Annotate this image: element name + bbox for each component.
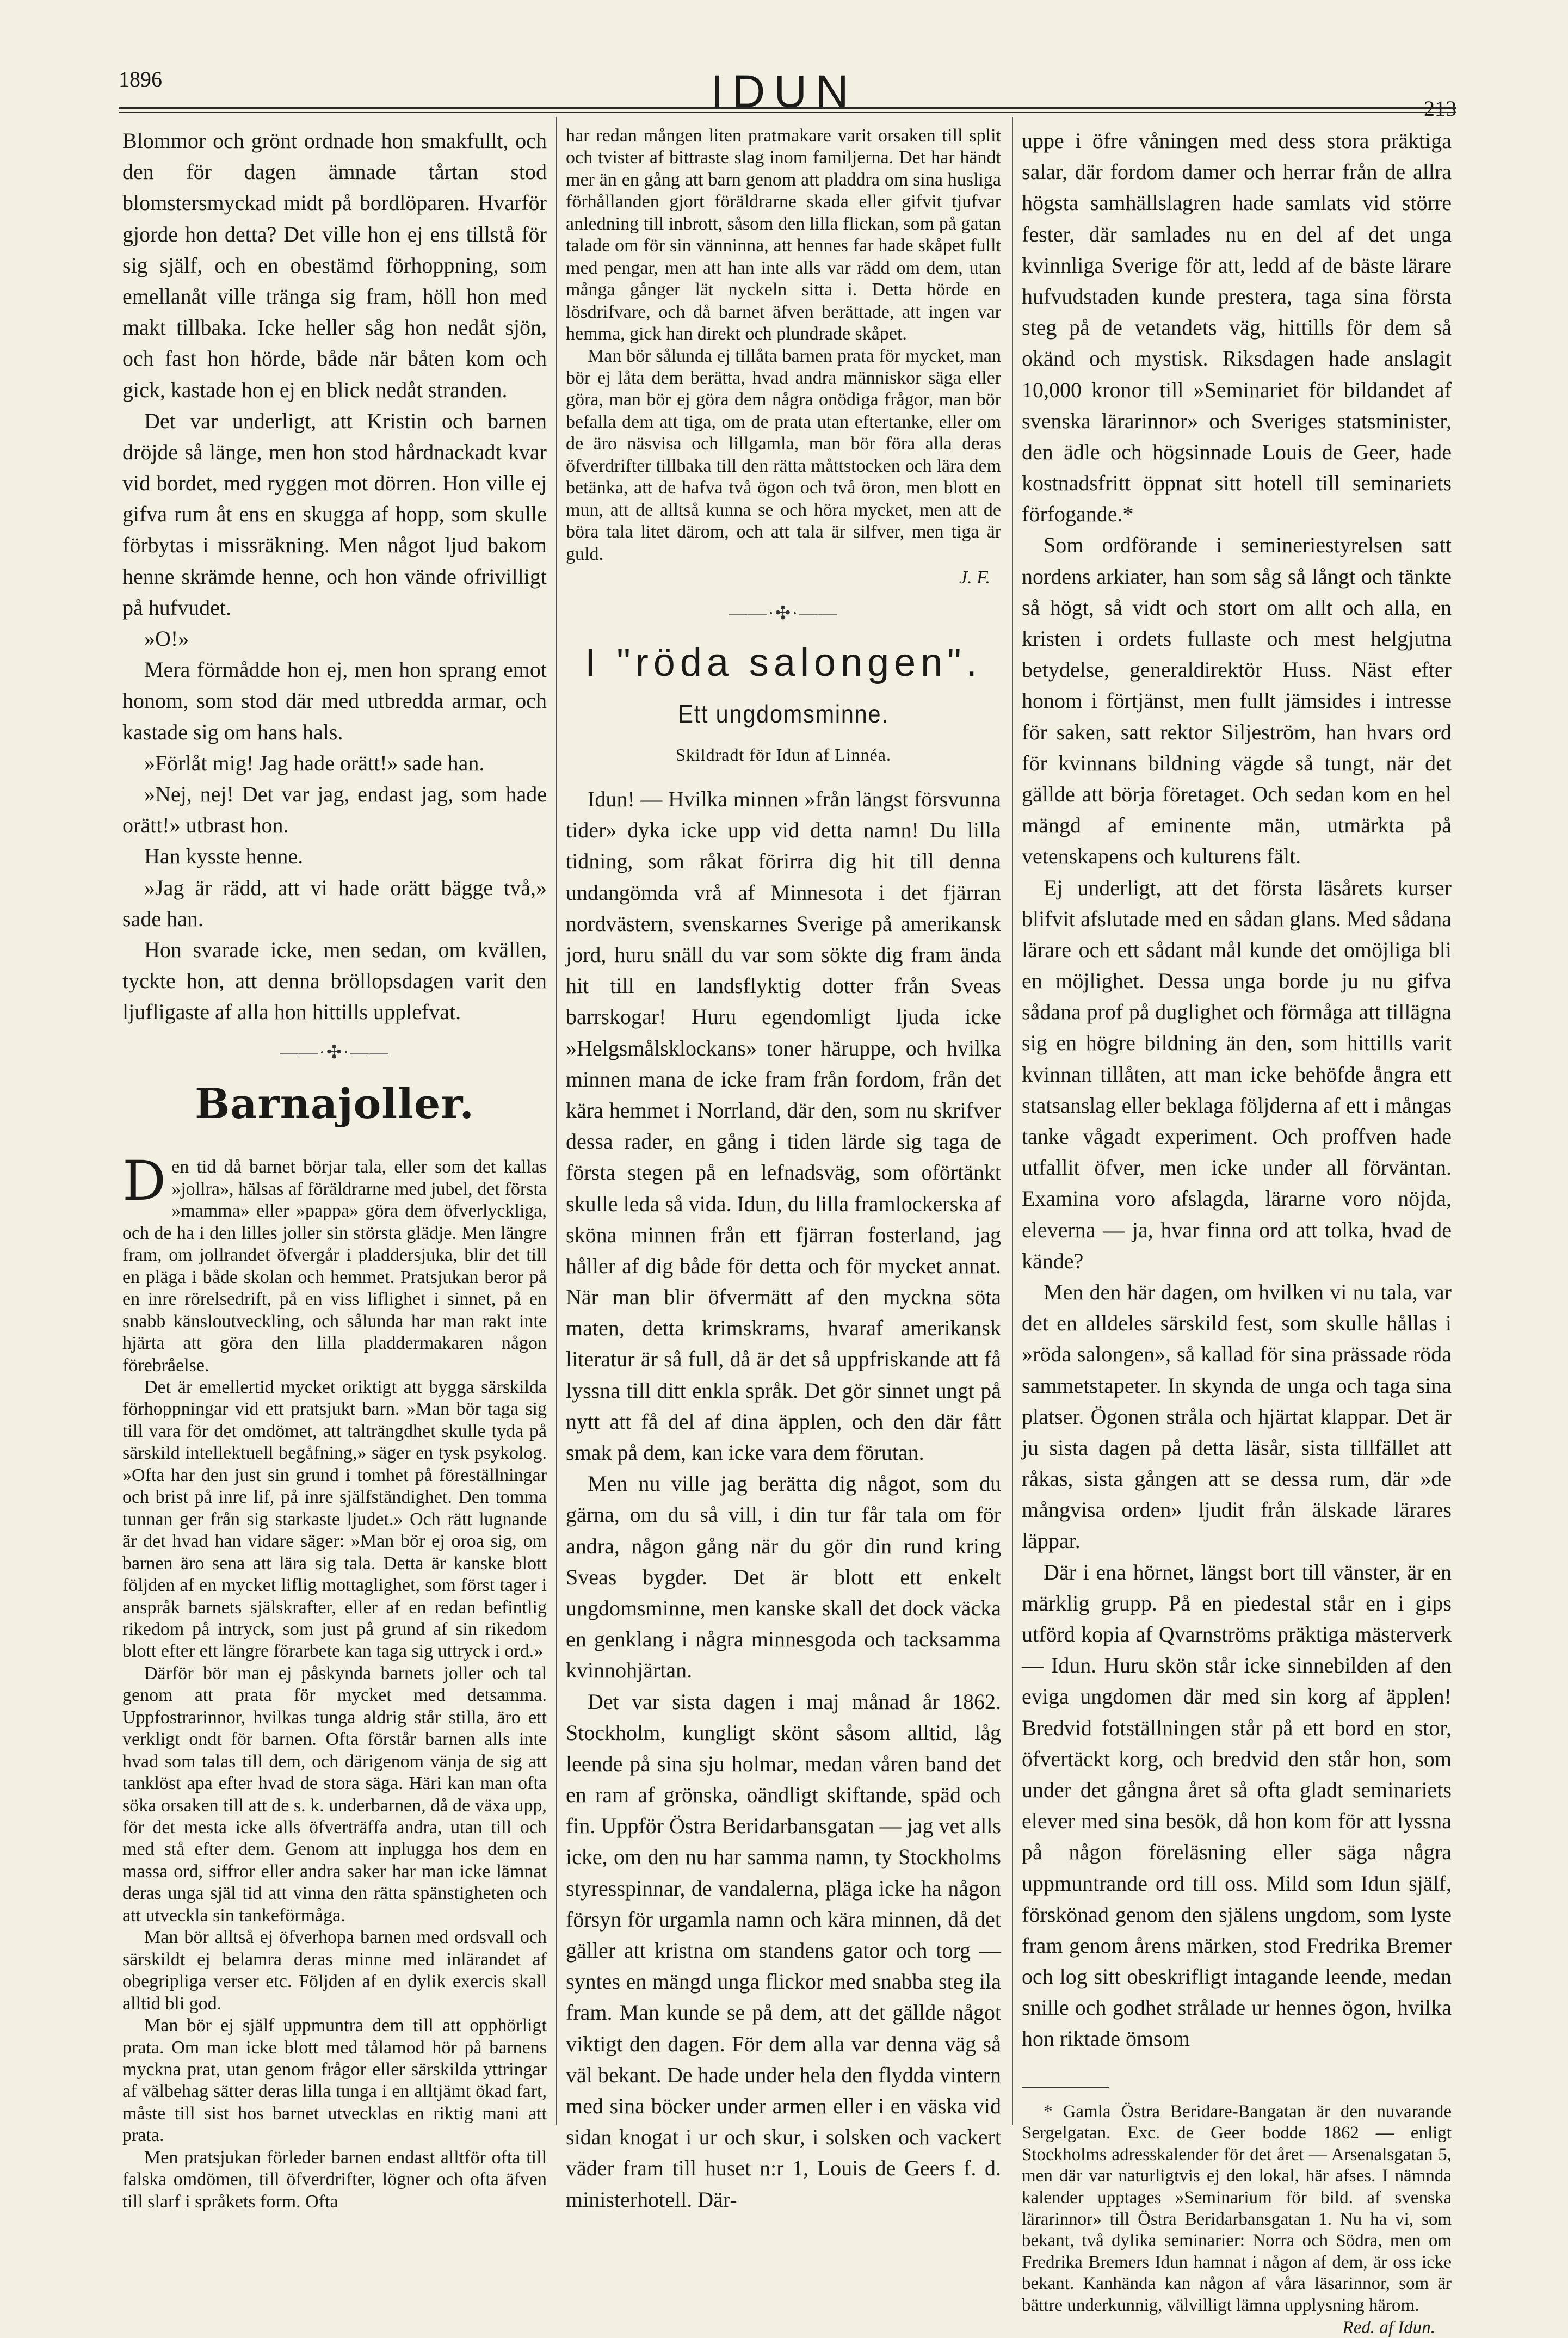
article-title: I "röda salongen". <box>585 641 982 685</box>
footnote-signature: Red. af Idun. <box>1342 2317 1435 2337</box>
paragraph-first: Den tid då barnet börjar tala, eller som det kallas »jollra», hälsas af föräldrarne med jubel, det första »mamma» eller »pappa» göra dem öfverlyckliga, och de ha i den lilles joller sin största glädje. Men längre fram, om jollrandet öfvergår i pladdersjuka, blir det till en pläga i både skolan och hemmet. Pratsjukan beror på en inre rörelsedrift, på en viss liflighet i sinnet, på en snabb känsloutveckling, och sålunda har man rakt inte hjärta att göra den lilla pladdermakaren någon förebråelse. <box>122 1149 547 1375</box>
page-header <box>0 0 1568 125</box>
drop-cap: D <box>122 1149 166 1213</box>
paragraph: Idun! — Hvilka minnen »från längst försvunna tider» dyka icke upp vid detta namn! Du lilla tidning, som råkat förirra dig hit till denna undangömda vrå af Minnesota i det fjärran nordvästern, svenskarnes Sverige på amerikansk jord, huru snäll du var som sökte dig fram ända hit till en landsflyktig dotter från Sveas barrskogar! Huru egendomligt ljuda icke »Helgsmålsklockans» toner häruppe, och hvilka minnen mana de icke fram från fordom, från det kära hemmet i Norrland, där den, som nu skrifver dessa rader, en gång i tiden lärde sig taga de första stegen på en lefnadsväg, som oförtänkt skulle leda så vida. Idun, du lilla framlockerska af sköna minnen från ett fjärran fosterland, jag håller af dig både för detta och för mycket annat. När man blir öfvermätt af den myckna söta maten, detta krimskrams, hvaraf amerikansk literatur är så full, då är det så uppfriskande att få lyssna till ditt enkla språk. Det gör sinnet ungt på nytt att få del af dina äpplen, och den där fått smak på dem, kan icke vara dem förutan. <box>566 787 1001 1465</box>
column-2 <box>566 125 1001 2212</box>
footnote: * Gamla Östra Beridare-Bangatan är den nuvarande Sergelgatan. Exc. de Geer bodde 1862 — enligt Stockholms adresskalender för det året — Arsenalsgatan 5, men där var naturligtvis ej den lokal, här afses. I nämnda kalender upptages »Seminarium för bild. af svenska lärarinnor» till Östra Beridarbansgatan 1. Nu ha vi, som bekant, två dylika seminarier: Norra och Södra, men om Fredrika Bremers Idun hamnat i någon af dem, är oss icke bekant. Kanhända kan någon af våra läsarinnor, som är bättre underkunnig, välvilligt lämna upplysning härom. <box>1022 2101 1452 2315</box>
paragraph: Men pratsjukan förleder barnen endast alltför ofta till falska omdömen, till öfverdrifter, lögner och ofta äfven till slarf i språkets form. Ofta <box>122 2147 547 2212</box>
paragraph: »O!» <box>144 626 189 651</box>
paragraph: Men den här dagen, om hvilken vi nu tala, var det en alldeles särskild fest, som skulle hållas i »röda salongen», så kallad för sina prässade röda sammetstapeter. In skynda de unga och taga sina platser. Ögonen stråla och hjärtat klappar. Det är ju sista dagen på detta läsår, sista tillfället att råkas, sista gången att se dessa rum, där »de mångvisa orden» ljudit från älskade lärares läppar. <box>1022 1279 1452 1553</box>
paragraph: Han kysste henne. <box>144 844 304 869</box>
paragraph: uppe i öfre våningen med dess stora präktiga salar, där fordom damer och herrar från de allra högsta samhällslagren hade samlats vid större fester, där samlades nu en del af det unga kvinnliga Sverige för att, ledd af de bäste lärare hufvudstaden kunde prestera, taga sina första steg på de vetandets väg, hittills för dem så okänd och mystisk. Riksdagen hade anslagit 10,000 kronor till »Seminariet för bildandet af svenska lärarinnor» och Sveriges statsminister, den ädle och högsinnade Louis de Geer, hade kostnadsfritt öppnat sitt hotell till seminariets förfogande.* <box>1022 128 1452 527</box>
section-title: Barnajoller. <box>195 1079 474 1128</box>
paragraph: Som ordförande i semineriestyrelsen satt nordens arkiater, han som såg så långt och tänkte så högt, så vidt och stort om allt och alla, en kristen i ordets fullaste och mest helgjutna betydelse, generaldirektör Huss. Näst efter honom i förtjänst, men fullt jämsides i intresse för saken, satt rektor Siljeström, han hvars ord för kvinnans bildning vägde så tungt, när det gällde att börja företaget. Och sedan kom en hel mängd af eminente män, utmärkta på vetenskapens och kulturens fält. <box>1022 533 1452 869</box>
column-divider <box>1012 117 1013 2125</box>
separator-ornament: ——·✣·—— <box>280 1042 390 1063</box>
paragraph: Det var underligt, att Kristin och barnen dröjde så länge, men hon stod hårdnackadt kvar vid bordet, med ryggen mot dörren. Hon ville ej gifva rum åt ens en skugga af hopp, som skulle förbytas i missräkning. Men något ljud bakom henne skrämde henne, och hon vände ofrivilligt på hufvudet. <box>122 408 547 620</box>
paragraph: Det är emellertid mycket oriktigt att bygga särskilda förhoppningar vid ett pratsjukt barn. »Man bör taga sig till vara för det omdömet, att talträngdhet skulle tyda på särskild intellektuell begåfning,» säger en tysk psykolog. »Ofta har den just sin grund i tomhet på föreställningar och brist på inre lif, på inre själfständighet. Den tomma tunnan ger från sig starkaste ljudet.» Och rätt lugnande är det hvad han vidare säger: »Man bör ej oroa sig, om barnen äro sena att lära sig tala. Detta är kanske blott följden af en mycket liflig mottaglighet, som först tager i anspråk barnets själskrafter, eller af en redan befintlig rikedom på intryck, som just på grund af sin rikedom blott efter ett längre förarbete kan taga sig uttryck i ord.» <box>122 1377 547 1662</box>
paragraph: Blommor och grönt ordnade hon smakfullt, och den för dagen ämnade tårtan stod blomstersmyckad midt på bordlöparen. Hvarför gjorde hon detta? Det ville hon ej ens tillstå för sig själf, och en obestämd förhoppning, som emellanåt ville tränga sig fram, höll hon med makt tillbaka. Icke heller såg hon nedåt sjön, och fast hon hörde, både när båten kom och gick, kastade hon ej en blick nedåt stranden. <box>122 128 547 402</box>
paragraph: Men nu ville jag berätta dig något, som du gärna, om du så vill, i din tur får tala om för andra, någon gång när du gör din rund kring Sveas bygder. Det är blott ett enkelt ungdomsminne, men kanske skall det dock väcka en genklang i några minnesgoda och tacksamma kvinnohjärtan. <box>566 1471 1001 1683</box>
paragraph: »Förlåt mig! Jag hade orätt!» sade han. <box>144 750 485 775</box>
signature: J. F. <box>959 567 990 588</box>
article-subtitle: Ett ungdomsminne. <box>678 700 889 729</box>
paragraph: Därför bör man ej påskynda barnets joller och tal genom att prata för mycket med detsamma. Uppfostrarinnor, hvilkas tunga aldrig står stilla, äro ett verkligt ondt för barnen. Ofta förstår barnen alls inte hvad som talas till dem, och därigenom vänja de sig att tanklöst apa efter hvad de stora säga. Häri kan man ofta söka orsaken till att de s. k. underbarnen, då de växa upp, för det mesta icke alls öfverträffa andra, utan till och med stå efter dem. Genom att inplugga hos dem en massa ord, siffror eller andra saker har man icke lämnat deras unga själ tid att vinna den rätta spänstigheten och att utveckla sin tankeförmåga. <box>122 1663 547 1926</box>
paragraph: Hon svarade icke, men sedan, om kvällen, tyckte hon, att denna bröllopsdagen varit den ljufligaste af alla hon hittills upplefvat. <box>122 937 547 1025</box>
paragraph: »Nej, nej! Det var jag, endast jag, som hade orätt!» utbrast hon. <box>122 781 547 838</box>
paragraph: Man bör alltså ej öfverhopa barnen med ordsvall och särskildt ej belamra deras minne med inlärandet af obegripliga verser etc. Följden af en dylik exercis skall alltid bli god. <box>122 1927 547 2014</box>
paragraph: Ej underligt, att det första läsårets kurser blifvit afslutade med en sådan glans. Med sådana lärare och ett sådant mål kunde det omöjliga bli en möjlighet. Dessa unga borde ju nu gifva sådana prof på duglighet och förmåga att tillägna sig en högre bildning än den, som hittills varit kvinnan tillåten, att man icke behöfde ångra ett statsanslag eller beklaga följderna af ett i mångas tanke vågadt experiment. Och proffven hade utfallit öfver, men icke under all förväntan. Examina voro afslagda, lärarne voro nöjda, eleverna — ja, hvar finna ord att tolka, hvad de kände? <box>1022 875 1452 1273</box>
column-1 <box>122 125 547 2212</box>
page-number-right: 213 <box>1424 96 1456 121</box>
paragraph: Man bör ej själf uppmuntra dem till att opphörligt prata. Om man icke blott med tålamod hör på barnens myckna prat, utan genom frågor eller särskilda yttringar af välbehag sätter deras lilla tunga i en alltjämt ökad fart, måste till sist hos barnet utvecklas en riktig mani att prata. <box>122 2015 547 2146</box>
header-rule <box>119 107 1456 109</box>
paragraph: Man bör sålunda ej tillåta barnen prata för mycket, man bör ej låta dem berätta, hvad andra människor säga eller göra, man bör ej göra dem några onödiga frågor, man bör befalla dem att tiga, om de prata utan eftertanke, eller om de äro näsvisa och lillgamla, man bör föra alla deras öfverdrifter tillbaka till den rätta måttstocken och lära dem betänka, att de hafva två ögon och två öron, men blott en mun, att de alltså kunna se och höra mycket, men att de böra tala litet därom, och att tala är silfver, men tiga är guld. <box>566 346 1001 564</box>
paragraph: »Jag är rädd, att vi hade orätt bägge två,» sade han. <box>122 875 547 931</box>
paragraph: Mera förmådde hon ej, men hon sprang emot honom, som stod där med utbredda armar, och kastade sig om hans hals. <box>122 657 547 744</box>
separator-ornament: ——·✣·—— <box>729 603 838 624</box>
page-number-left: 1896 <box>119 67 162 91</box>
column-divider <box>556 117 557 2125</box>
header-rule-thin <box>119 112 1456 113</box>
column-3 <box>1022 125 1452 2337</box>
paragraph: Där i ena hörnet, längst bort till vänster, är en märklig grupp. På en piedestal står en i gips utförd kopia af Qvarnströms präktiga mästerverk — Idun. Huru skön står icke sinnebilden af den eviga ungdomen där med sin korg af äpplen! Bredvid fotställningen står på ett bord en stor, öfvertäckt korg, och bredvid den står hon, som under det gångna året så ofta gladt seminariets elever med sina besök, då hon kom för att lyssna på någon föreläsning eller säga några uppmuntrande ord till oss. Mild som Idun själf, förskönad genom den själens ungdom, som lyste fram genom årens märken, stod Fredrika Bremer och log sitt obeskrifligt intagande leende, medan snille och godhet strålade ur hennes ögon, hvilka hon riktade ömsom <box>1022 1559 1452 2051</box>
paragraph: har redan mången liten pratmakare varit orsaken till split och tvister af bittraste slag inom familjerna. Det har händt mer än en gång att barn genom att pladdra om sina husliga förhållanden gjort föräldrarne skada eller gifvit tjufvar anledning till inbrott, såsom den lilla flickan, som på gatan talade om för sin vänninna, att hennes far hade skåpet fullt med pengar, men att han inte alls var rädd om dem, utan många gånger lät nyckeln sitta i. Detta hörde en lösdrifvare, och då barnet äfven berättade, att ingen var hemma, gick han direkt och plundrade skåpet. <box>566 126 1001 344</box>
byline: Skildradt för Idun af Linnéa. <box>676 745 891 765</box>
masthead: IDUN <box>711 66 857 117</box>
paragraph: Det var sista dagen i maj månad år 1862. Stockholm, kungligt skönt såsom alltid, låg leende på sina sju holmar, medan våren band det en ram af grönska, oändligt skiftande, späd och fin. Uppför Östra Beridarbansgatan — jag vet alls icke, om den nu har samma namn, ty Stockholms styresspinnar, de vandalerna, pläga icke ha någon försyn för urgamla namn och kära minnen, då det gäller att kristna om standens gator och torg — syntes en mängd unga flickor med snabba steg ila fram. Man kunde se på dem, att det gällde något viktigt den dagen. För dem alla var denna väg så väl bekant. De hade under hela den flydda vintern med sina böcker under armen eller i en väska vid sidan knogat i ur och skur, i solsken och vackert väder fram till huset n:r 1, Louis de Geers f. d. ministerhotell. Där- <box>566 1689 1001 2212</box>
footnote-rule <box>1022 2087 1109 2088</box>
